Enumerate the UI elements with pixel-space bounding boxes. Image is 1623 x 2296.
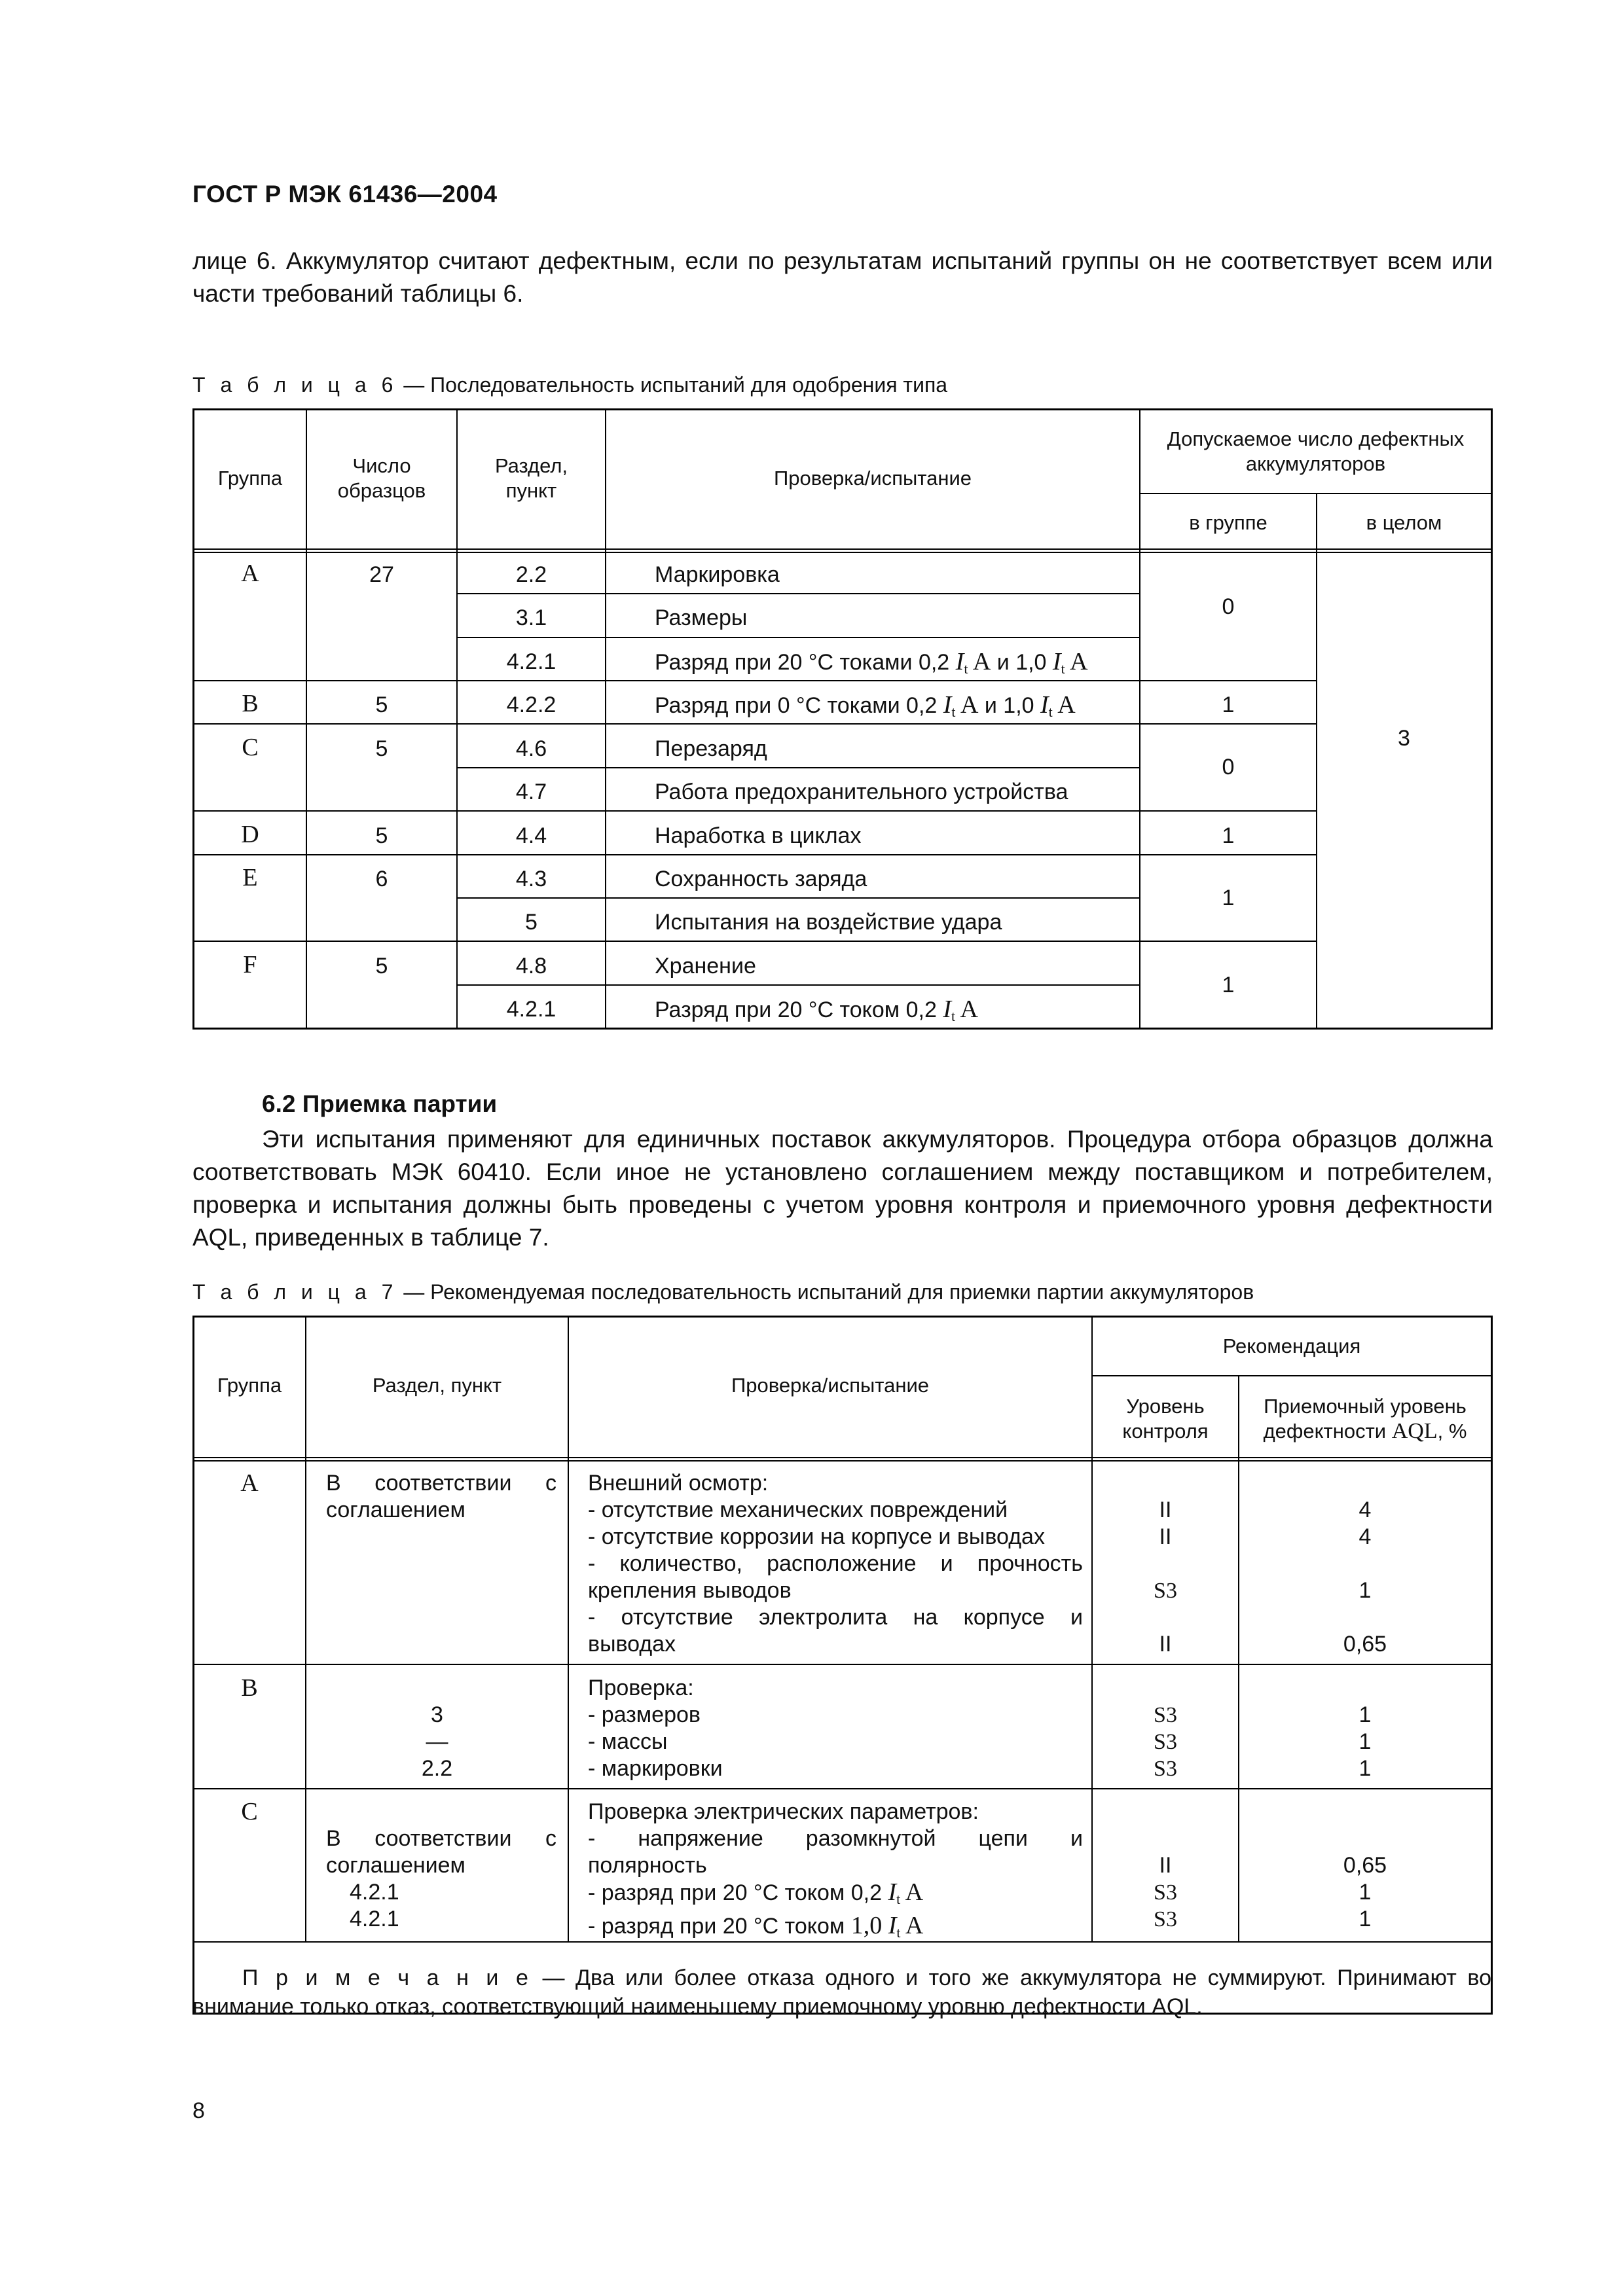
table6-caption [192,373,947,397]
t7-check: Внешний осмотр: - отсутствие механических повреждений - отсутствие коррозии на корпусе и выводах - количество, расположение и прочность крепления выводов - отсутствие электролита на корпусе и выводах [588,1471,1083,1657]
t6-samples: 5 [375,954,388,978]
t6-check: Размеры [655,605,748,630]
t7-header-recommendation: Рекомендация [1222,1335,1361,1357]
section-paragraph: Эти испытания применяют для единичных поставок аккумуляторов. Процедура отбора образцов должна соответствовать МЭК 60410. Если иное не установлено соглашением между поставщиком и потребителем, проверка и испытания должны быть проведены с учетом уровня контроля и приемочного уровня дефектности AQL, приведенных в таблице 7. [192,1126,1493,1251]
t7-section: В соответствии с соглашением 4.2.1 4.2.1 [326,1826,556,1931]
t7-header-aql: Приемочный уровень дефектности AQL, % [1263,1395,1467,1443]
t6-section: 4.2.2 [506,692,556,717]
t7-aql: 0,65 [1343,1853,1387,1878]
table7-caption [192,1280,1254,1304]
t6-section: 4.8 [515,954,547,978]
t7-level: II [1159,1498,1172,1522]
t6-samples: 5 [375,823,388,848]
t6-samples: 6 [375,867,388,891]
t6-in-group: 1 [1222,692,1235,717]
t6-total: 3 [1398,726,1410,751]
t6-check: Наработка в циклах [655,823,862,848]
table7-caption-prefix: Т а б л и ц а 7 [192,1280,398,1304]
t6-group: B [242,690,259,717]
t6-check: Перезаряд [655,736,767,761]
t7-aql: 1 [1359,1578,1372,1603]
table6-caption-prefix: Т а б л и ц а 6 [192,373,398,397]
t7-level: S3 [1154,1880,1177,1905]
t6-header-samples: Число образцов [337,454,426,502]
t6-samples: 27 [369,562,394,587]
t6-in-group: 0 [1222,755,1235,780]
t7-aql: 1 [1359,1880,1372,1905]
t7-aql: 0,65 [1343,1632,1387,1657]
t7-level: S3 [1154,1579,1177,1603]
t6-check: Работа предохранительного устройства [655,780,1068,804]
t6-section: 4.7 [515,780,547,804]
document-header: ГОСТ Р МЭК 61436—2004 [192,181,498,207]
t7-group: C [241,1798,258,1825]
t6-check: Разряд при 20 °С током 0,2 $I_t$ A [655,996,978,1024]
t6-check: Сохранность заряда [655,867,867,891]
t7-header-check: Проверка/испытание [731,1374,930,1397]
t6-in-group: 0 [1222,594,1235,619]
t6-header-check: Проверка/испытание [773,467,972,490]
t7-section: В соответствии с соглашением [326,1471,556,1522]
t6-header-allowed: Допускаемое число дефектных аккумуляторов [1167,427,1465,475]
table6-caption-text: — Последовательность испытаний для одобрения типа [397,373,948,397]
t6-section: 4.4 [515,823,547,848]
table7-caption-text: — Рекомендуемая последовательность испытаний для приемки партии аккумуляторов [397,1280,1254,1304]
t6-header-in-group: в группе [1189,511,1267,534]
t6-check: Разряд при 0 °С токами 0,2 $I_t$ A и 1,0 $I_t$ A [655,691,1076,720]
t7-header-level: Уровень контроля [1122,1395,1209,1443]
t6-samples: 5 [375,736,388,761]
t7-aql: 1 [1359,1702,1372,1727]
t7-aql: 1 [1359,1756,1372,1781]
t6-group: D [241,821,259,848]
t6-section: 5 [525,910,538,935]
t6-check: Хранение [655,954,756,978]
t7-section: 3 — 2.2 [421,1702,453,1781]
t6-section: 4.2.1 [506,997,556,1022]
t6-section: 2.2 [515,562,547,587]
section-title: 6.2 Приемка партии [262,1090,498,1117]
t6-in-group: 1 [1222,823,1235,848]
t7-group: B [241,1674,258,1702]
t7-level: II [1159,1524,1172,1549]
t6-header-group: Группа [217,467,283,490]
t7-check: Проверка электрических параметров: - напряжение разомкнутой цепи и полярность - разряд при 20 °С током 0,2 $I_t$ A - разряд при 20 °С током 1,0 $I_t$ A [588,1799,1083,1941]
t7-aql: 1 [1359,1907,1372,1931]
t6-in-group: 1 [1222,973,1235,997]
t6-section: 4.6 [515,736,547,761]
page-number: 8 [192,2098,205,2123]
t6-samples: 5 [375,692,388,717]
table7-note [192,1964,1491,2021]
t7-aql: 4 [1359,1498,1372,1522]
t7-level: S3 [1154,1730,1177,1754]
intro-paragraph: лице 6. Аккумулятор считают дефектным, если по результатам испытаний группы он не соответствует всем или части требований таблицы 6. [192,247,1493,307]
t6-check: Маркировка [655,562,780,587]
t6-in-group: 1 [1222,886,1235,910]
t6-group: E [242,864,258,891]
t6-group: A [241,560,259,587]
table7-note-prefix: П р и м е ч а н и е [242,1965,532,1990]
t6-header-total: в целом [1366,511,1442,534]
t7-check: Проверка: - размеров - массы - маркировки [588,1676,723,1781]
t6-group: F [243,951,257,978]
t7-level: S3 [1154,1703,1177,1727]
t7-level: II [1159,1853,1172,1878]
t7-aql: 1 [1359,1729,1372,1754]
t6-check: Разряд при 20 °С токами 0,2 $I_t$ A и 1,0 $I_t$ A [655,648,1088,677]
table7-note-text: — Два или более отказа одного и того же аккумулятора не суммируют. Принимают во внимание только отказ, соответствующий наименьшему приемочному уровню дефектности AQL. [192,1965,1491,2019]
t7-level: II [1159,1632,1172,1657]
t7-level: S3 [1154,1757,1177,1781]
t7-aql: 4 [1359,1524,1372,1549]
t6-header-section: Раздел, пункт [494,454,568,502]
t7-group: A [240,1469,259,1497]
t6-group: C [242,734,259,761]
t7-level: S3 [1154,1907,1177,1931]
t6-section: 3.1 [515,605,547,630]
t7-header-section: Раздел, пункт [372,1374,502,1397]
t7-header-group: Группа [217,1374,282,1397]
t6-check: Испытания на воздействие удара [655,910,1002,935]
t6-section: 4.2.1 [506,649,556,674]
t6-section: 4.3 [515,867,547,891]
